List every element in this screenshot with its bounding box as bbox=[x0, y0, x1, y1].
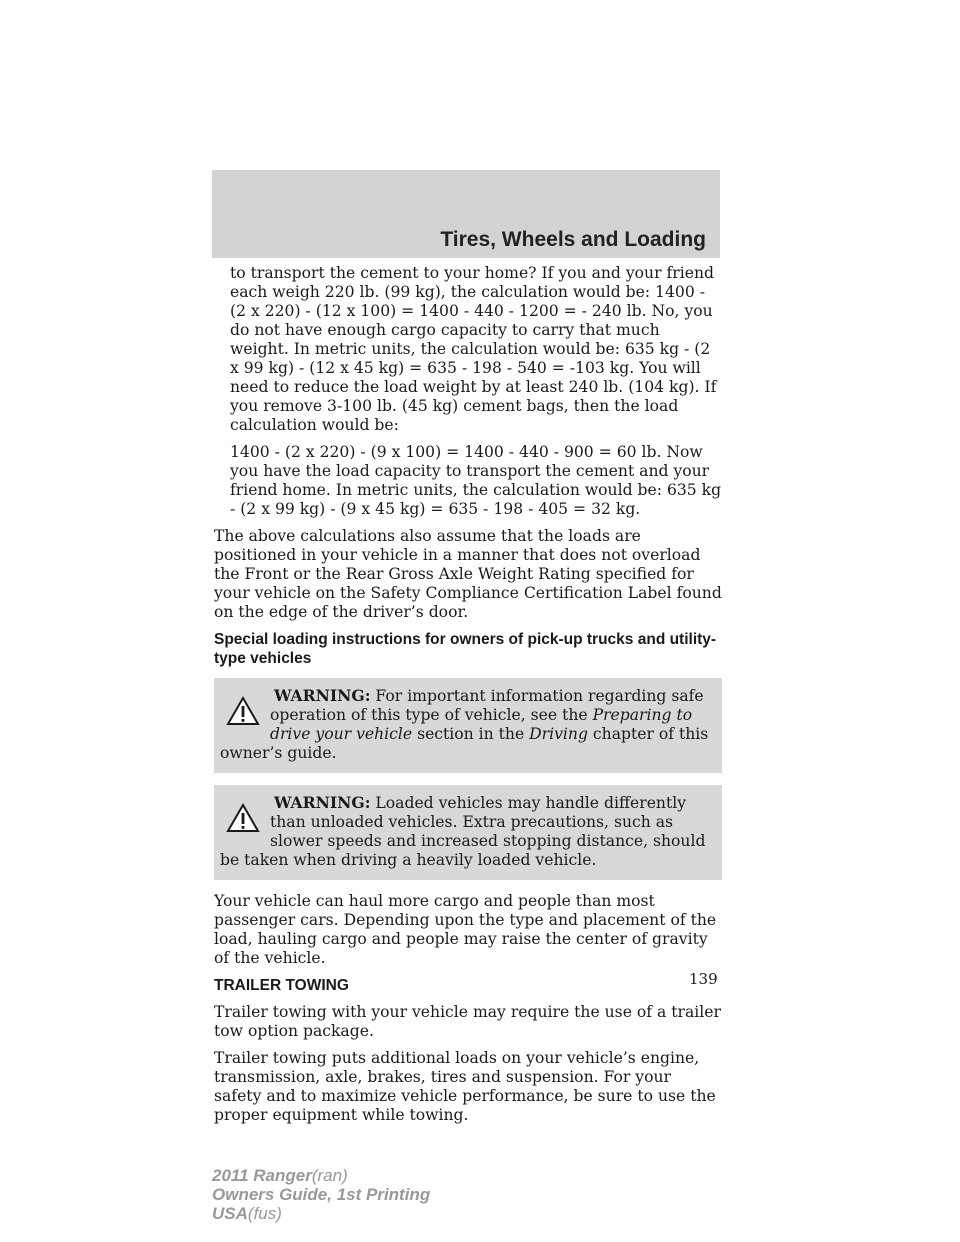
section-header-band bbox=[212, 170, 720, 258]
paragraph-trailer-package: Trailer towing with your vehicle may require the use of a trailer tow option package. bbox=[214, 1003, 721, 1040]
warning-box-loaded-vehicles bbox=[214, 785, 722, 880]
warning-triangle-icon bbox=[226, 696, 260, 726]
warning-1-ref-preparing: Preparing to drive your vehicle bbox=[270, 706, 693, 743]
paragraph-calculation-1: to transport the cement to your home? If you and your friend each weigh 220 lb. (99 kg), the calculation would be: 1400 - (2 x 220) - (12 x 100) = 1400 - 440 - 1200 = - 240 lb. No, you do not have enough cargo capacity to carry that much weight. In metric units, the calculation would be: 635 kg - (2 x 99 kg) - (12 x 45 kg) = 635 - 198 - 540 = -103 kg. You will need to reduce the load weight by at least 240 lb. (104 kg). If you remove 3-100 lb. (45 kg) cement bags, then the load calculation would be: bbox=[230, 264, 717, 434]
paragraph-axle-weight: The above calculations also assume that the loads are positioned in your vehicle in a manner that does not overload the Front or the Rear Gross Axle Weight Rating specified for your vehicle on the Safety Compliance Certification Label found on the edge of the driver’s door. bbox=[214, 527, 722, 621]
warning-box-safe-operation bbox=[214, 678, 722, 773]
document-footer: 2011 Ranger(ran) Owners Guide, 1st Printing USA(fus) bbox=[212, 1166, 431, 1223]
page-number: 139 bbox=[689, 970, 718, 988]
paragraph-trailer-loads: Trailer towing puts additional loads on your vehicle’s engine, transmission, axle, brakes, tires and suspension. For your safety and to maximize vehicle performance, be sure to use the proper equipment while towing. bbox=[214, 1049, 716, 1124]
warning-1-label: WARNING: bbox=[274, 686, 371, 705]
warning-2-text: WARNING: Loaded vehicles may handle differently than unloaded vehicles. Extra precautions, such as slower speeds and increased stopping distance, should be taken when driving a heavily loaded vehicle. bbox=[220, 793, 706, 869]
warning-2-label: WARNING: bbox=[274, 793, 371, 812]
warning-1-ref-driving: Driving bbox=[529, 725, 588, 743]
paragraph-calculation-2: 1400 - (2 x 220) - (9 x 100) = 1400 - 440 - 900 = 60 lb. Now you have the load capacity to transport the cement and your friend home. In metric units, the calculation would be: 635 kg - (2 x 99 kg) - (9 x 45 kg) = 635 - 198 - 405 = 32 kg. bbox=[230, 443, 722, 518]
heading-trailer-towing: TRAILER TOWING bbox=[214, 977, 349, 994]
page-content bbox=[214, 264, 722, 1133]
paragraph-haul-cargo: Your vehicle can haul more cargo and people than most passenger cars. Depending upon the type and placement of the load, hauling cargo and people may raise the center of gravity of the vehicle. bbox=[214, 892, 717, 967]
heading-special-loading: Special loading instructions for owners of pick-up trucks and utility-type vehicles bbox=[214, 631, 717, 667]
section-title: Tires, Wheels and Loading bbox=[440, 228, 706, 251]
warning-triangle-icon bbox=[226, 803, 260, 833]
warning-1-text: WARNING: For important information regarding safe operation of this type of vehicle, see the Preparing to drive your vehicle section in the Driving chapter of this owner’s guide. bbox=[220, 686, 709, 762]
